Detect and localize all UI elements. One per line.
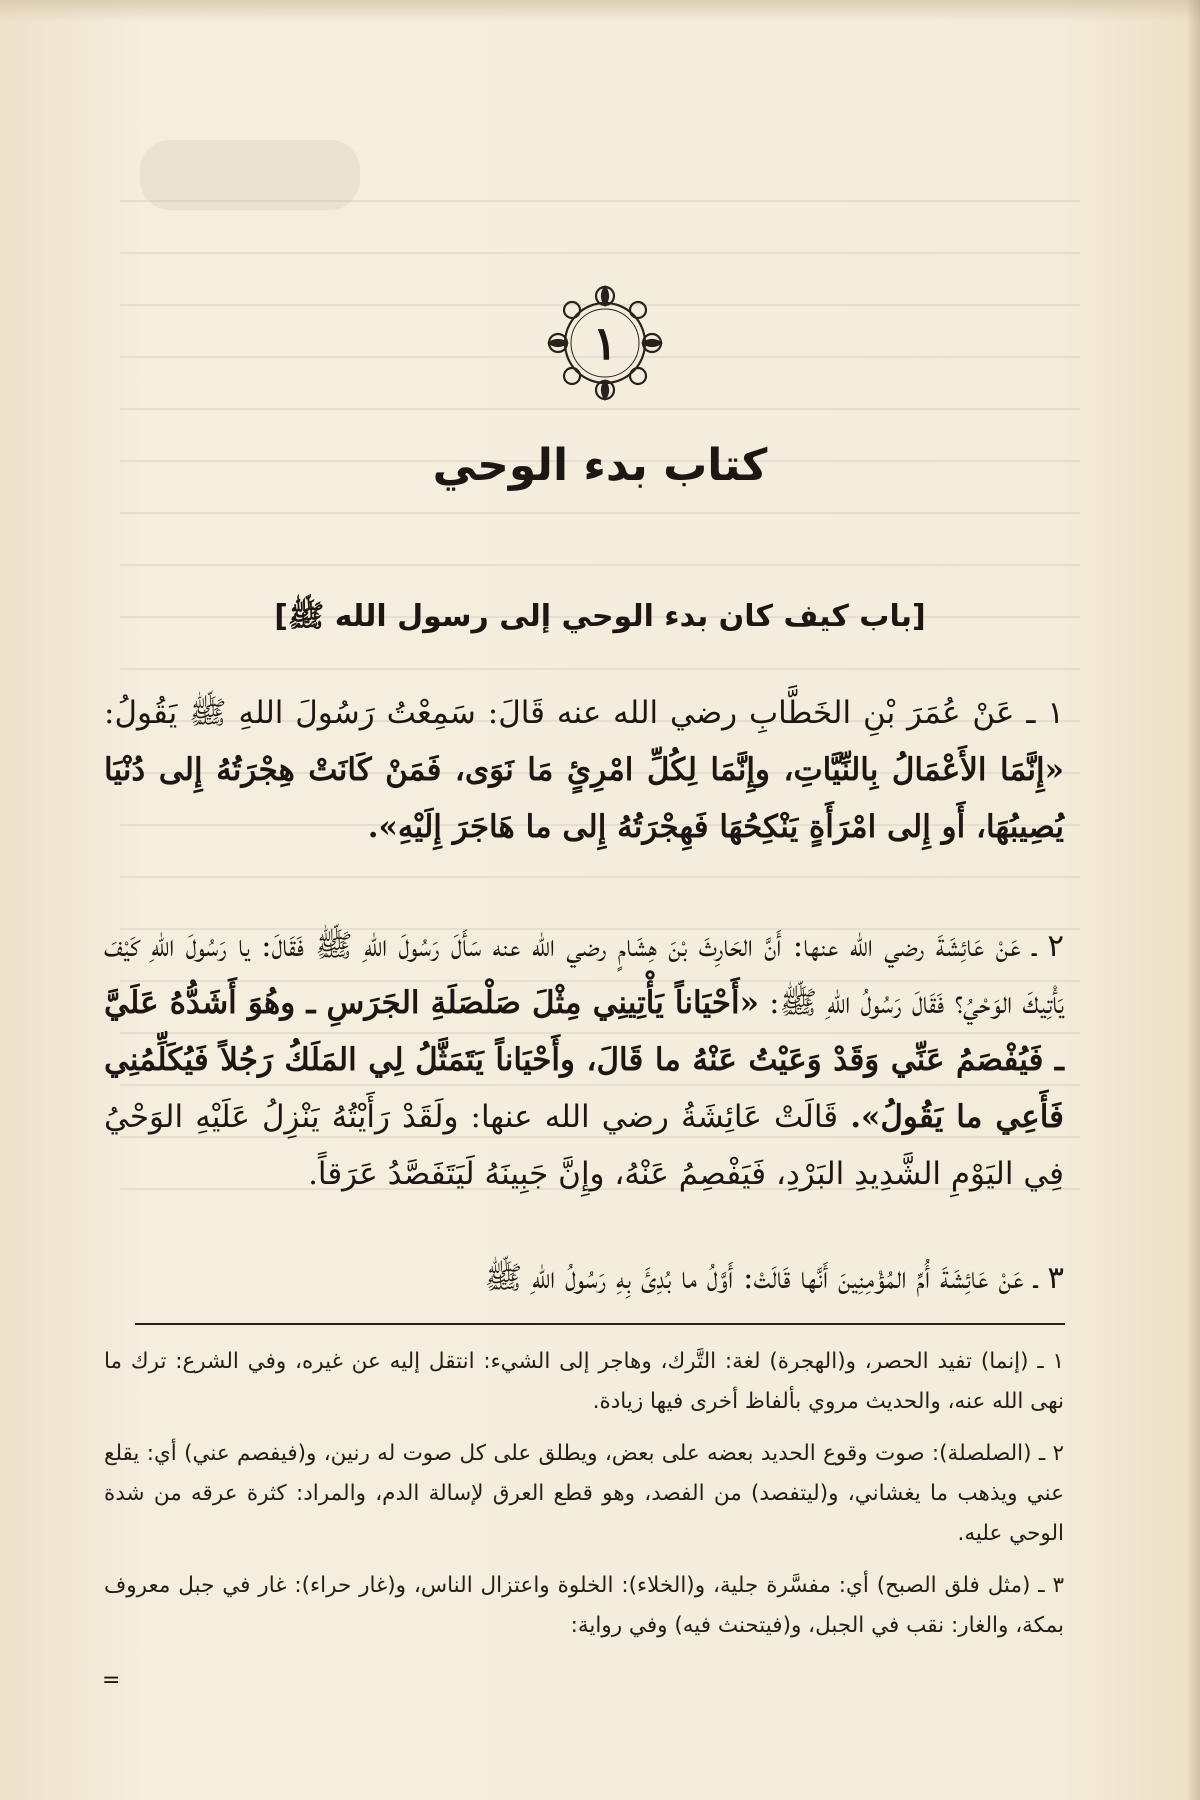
footnote-separator: [135, 1323, 1065, 1325]
footnote-2: ٢ ـ (الصلصلة): صوت وقوع الحديد بعضه على بعض، ويطلق على كل صوت له رنين، و(فيفصم عني) أي: يقلع عني ويذهب ما يغشاني، و(ليتفصد) من الفصد، وهو قطع العرق لإسالة الدم، والمراد: كثرة عرقه من شدة الوحي عليه.: [104, 1441, 1064, 1546]
hadith-number: ٣ ـ: [1033, 1260, 1064, 1296]
page-top-edge: [0, 0, 1200, 22]
hadith-2: [104, 918, 1064, 1203]
hadith-quote: «أَحْيَاناً يَأْتِينِي مِثْلَ صَلْصَلَةِ الجَرَسِ ـ وهُوَ أَشَدُّهُ عَلَيَّ ـ فَيُفْصَمُ عَنِّي وَقَدْ وَعَيْتُ عَنْهُ ما قَالَ، وأَحْيَاناً يَتَمَثَّلُ لِي المَلَكُ رَجُلاً فَيُكَلِّمُنِي فَأَعِي ما يَقُولُ».: [104, 985, 1065, 1135]
hadith-intro: عَنْ عُمَرَ بْنِ الخَطَّابِ رضي الله عنه قَالَ: سَمِعْتُ رَسُولَ اللهِ ﷺ يَقُولُ:: [104, 695, 1015, 731]
chapter-ornament: [540, 278, 670, 408]
continuation-mark: =: [102, 1668, 121, 1693]
page-gutter-shadow: [1186, 0, 1200, 1800]
book-title: كتاب بدء الوحي: [432, 440, 768, 491]
hadith-1: [104, 685, 1064, 856]
hadith-intro: عَنْ عَائِشَةَ رضي الله عنها: أَنَّ الحَارِثَ بْنَ هِشَامٍ رضي الله عنه سَأَلَ رَسُولَ اللهِ ﷺ فَقَالَ: يا رَسُولَ اللهِ كَيْفَ يَأْتِيكَ الوَحْيُ؟ فَقَالَ رَسُولُ اللهِ ﷺ:: [104, 928, 1065, 1021]
footnote-1: ١ ـ (إنما) تفيد الحصر، و(الهجرة) لغة: التَّرك، وهاجر إلى الشيء: انتقل إليه عن غيره، وفي الشرع: ترك ما نهى الله عنه، والحديث مروي بألفاظ أخرى فيها زيادة.: [104, 1349, 1064, 1414]
chapter-number: ١: [592, 316, 618, 370]
footnote-3: ٣ ـ (مثل فلق الصبح) أي: مفسَّرة جلية، و(الخلاء): الخلوة واعتزال الناس، و(غار حراء): غار في جبل معروف بمكة، والغار: نقب في الجبل، و(فيتحنث فيه) وفي رواية:: [104, 1573, 1064, 1638]
chapter-title: [باب كيف كان بدء الوحي إلى رسول الله ﷺ]: [274, 599, 926, 634]
hadith-number: ١ ـ: [1026, 695, 1065, 731]
hadith-intro: عَنْ عَائِشَةَ أُمِّ المُؤْمِنِينَ أَنَّها قَالَتْ: أَوَّلُ ما بُدِئَ بِهِ رَسُولُ اللهِ ﷺ: [484, 1260, 1024, 1296]
faded-watermark: [140, 140, 360, 210]
hadith-quote: «إِنَّمَا الأَعْمَالُ بِالنِّيَّاتِ، وإِنَّمَا لِكُلِّ امْرِئٍ مَا نَوَى، فَمَنْ كَانَتْ هِجْرَتُهُ إِلى دُنْيَا يُصِيبُهَا، أَو إِلى امْرَأَةٍ يَنْكِحُهَا فَهِجْرَتُهُ إِلى ما هَاجَرَ إِلَيْهِ».: [104, 752, 1064, 845]
hadith-outro: قَالَتْ عَائِشَةُ رضي الله عنها: ولَقَدْ رَأَيْتُهُ يَنْزِلُ عَلَيْهِ الوَحْيُ فِي اليَوْمِ الشَّدِيدِ البَرْدِ، فَيَفْصِمُ عَنْهُ، وإِنَّ جَبِينَهُ لَيَتَفَصَّدُ عَرَقاً.: [104, 1099, 1064, 1192]
hadith-3: [104, 1250, 1064, 1307]
hadith-number: ٢ ـ: [1032, 928, 1064, 964]
footnotes: [104, 1342, 1064, 1658]
